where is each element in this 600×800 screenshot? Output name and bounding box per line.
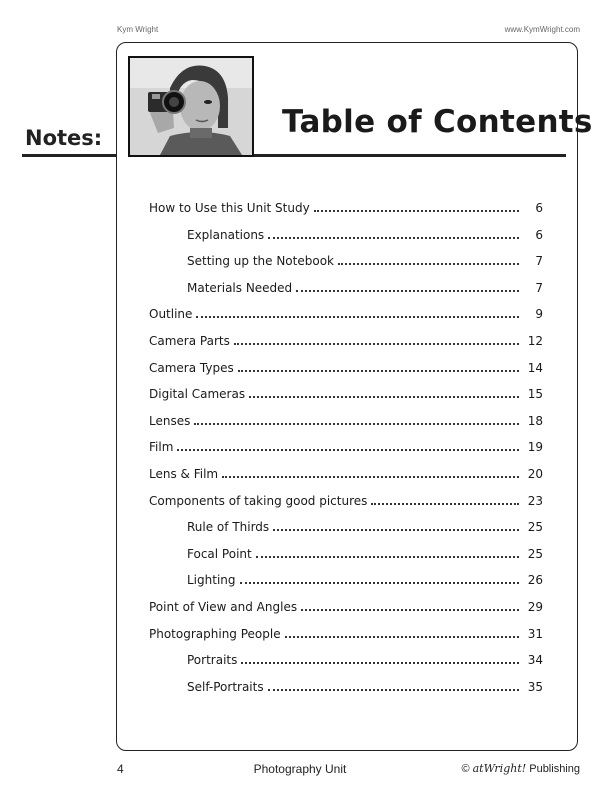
toc-entry <box>187 676 543 694</box>
toc-entry-page: 35 <box>527 680 543 694</box>
toc-entry-page: 20 <box>527 467 543 481</box>
toc-dot-leader <box>285 636 519 638</box>
toc-entry-label: Lenses <box>149 414 191 428</box>
toc-entry-page: 18 <box>527 414 543 428</box>
toc-entry-page: 9 <box>535 307 543 321</box>
toc-entry <box>149 410 543 428</box>
toc-entry-page: 23 <box>527 494 543 508</box>
toc-entry-page: 6 <box>535 228 543 242</box>
toc-entry <box>187 649 543 667</box>
toc-entry-page: 6 <box>535 201 543 215</box>
toc-entry-page: 34 <box>527 653 543 667</box>
toc-entry-page: 15 <box>527 387 543 401</box>
toc-dot-leader <box>371 503 519 505</box>
toc-dot-leader <box>238 370 519 372</box>
toc-entry-label: Materials Needed <box>187 281 293 295</box>
toc-dot-leader <box>196 316 519 318</box>
page-number: 4 <box>117 762 124 776</box>
page-title: Table of Contents <box>282 104 593 140</box>
toc-entry-label: Rule of Thirds <box>187 520 270 534</box>
toc-entry-label: Explanations <box>187 228 265 242</box>
toc-entry-label: Lighting <box>187 573 236 587</box>
toc-entry-page: 7 <box>535 281 543 295</box>
toc-entry-page: 19 <box>527 440 543 454</box>
toc-entry-label: Camera Types <box>149 361 234 375</box>
toc-entry <box>149 383 543 401</box>
toc-entry-page: 25 <box>527 520 543 534</box>
toc-dot-leader <box>314 210 519 212</box>
toc-entry <box>149 303 543 321</box>
toc-dot-leader <box>338 263 519 265</box>
toc-dot-leader <box>222 476 519 478</box>
toc-entry <box>149 357 543 375</box>
toc-dot-leader <box>268 689 519 691</box>
toc-entry <box>149 623 543 641</box>
toc-dot-leader <box>256 556 519 558</box>
toc-entry <box>149 436 543 454</box>
notes-label: Notes: <box>25 126 103 150</box>
toc-entry-label: Portraits <box>187 653 238 667</box>
copyright-symbol: © <box>461 763 470 775</box>
toc-entry-label: How to Use this Unit Study <box>149 201 310 215</box>
toc-dot-leader <box>296 290 519 292</box>
toc-entry-page: 25 <box>527 547 543 561</box>
toc-entry <box>187 224 543 242</box>
toc-entry <box>149 596 543 614</box>
publisher-brand: atWright! <box>472 762 527 775</box>
toc-entry-label: Point of View and Angles <box>149 600 298 614</box>
toc-dot-leader <box>301 609 519 611</box>
toc-entry-label: Digital Cameras <box>149 387 246 401</box>
toc-entry-page: 29 <box>527 600 543 614</box>
publisher-suffix: Publishing <box>529 763 580 775</box>
toc-entry <box>149 197 543 215</box>
toc-dot-leader <box>268 237 519 239</box>
toc-entry-label: Outline <box>149 307 193 321</box>
toc-entry-label: Self-Portraits <box>187 680 264 694</box>
toc-dot-leader <box>234 343 519 345</box>
toc-entry-label: Film <box>149 440 174 454</box>
toc-entry-page: 26 <box>527 573 543 587</box>
toc-dot-leader <box>241 662 519 664</box>
toc-dot-leader <box>240 582 519 584</box>
publisher-credit <box>461 762 580 775</box>
toc-entry <box>149 490 543 508</box>
unit-name: Photography Unit <box>253 762 347 776</box>
toc-entry <box>187 516 543 534</box>
toc-entry-page: 31 <box>527 627 543 641</box>
toc-entry-label: Components of taking good pictures <box>149 494 368 508</box>
toc-entry <box>149 330 543 348</box>
title-divider <box>254 154 566 157</box>
toc-entry <box>187 250 543 268</box>
person-with-camera-photo <box>128 56 254 157</box>
toc-entry <box>149 463 543 481</box>
toc-entry <box>187 277 543 295</box>
toc-dot-leader <box>177 449 519 451</box>
toc-entry-label: Focal Point <box>187 547 252 561</box>
notes-divider <box>22 154 117 157</box>
header-author: Kym Wright <box>117 25 159 34</box>
toc-entry-label: Setting up the Notebook <box>187 254 334 268</box>
toc-entry-page: 7 <box>535 254 543 268</box>
toc-dot-leader <box>249 396 519 398</box>
toc-entry-label: Photographing People <box>149 627 281 641</box>
toc-entry-label: Camera Parts <box>149 334 230 348</box>
toc-entry-page: 12 <box>527 334 543 348</box>
toc-dot-leader <box>273 529 519 531</box>
toc-entry <box>187 543 543 561</box>
header-website: www.KymWright.com <box>504 25 580 34</box>
toc-entry-page: 14 <box>527 361 543 375</box>
toc-entry-label: Lens & Film <box>149 467 219 481</box>
toc-dot-leader <box>194 423 519 425</box>
toc-entry <box>187 569 543 587</box>
